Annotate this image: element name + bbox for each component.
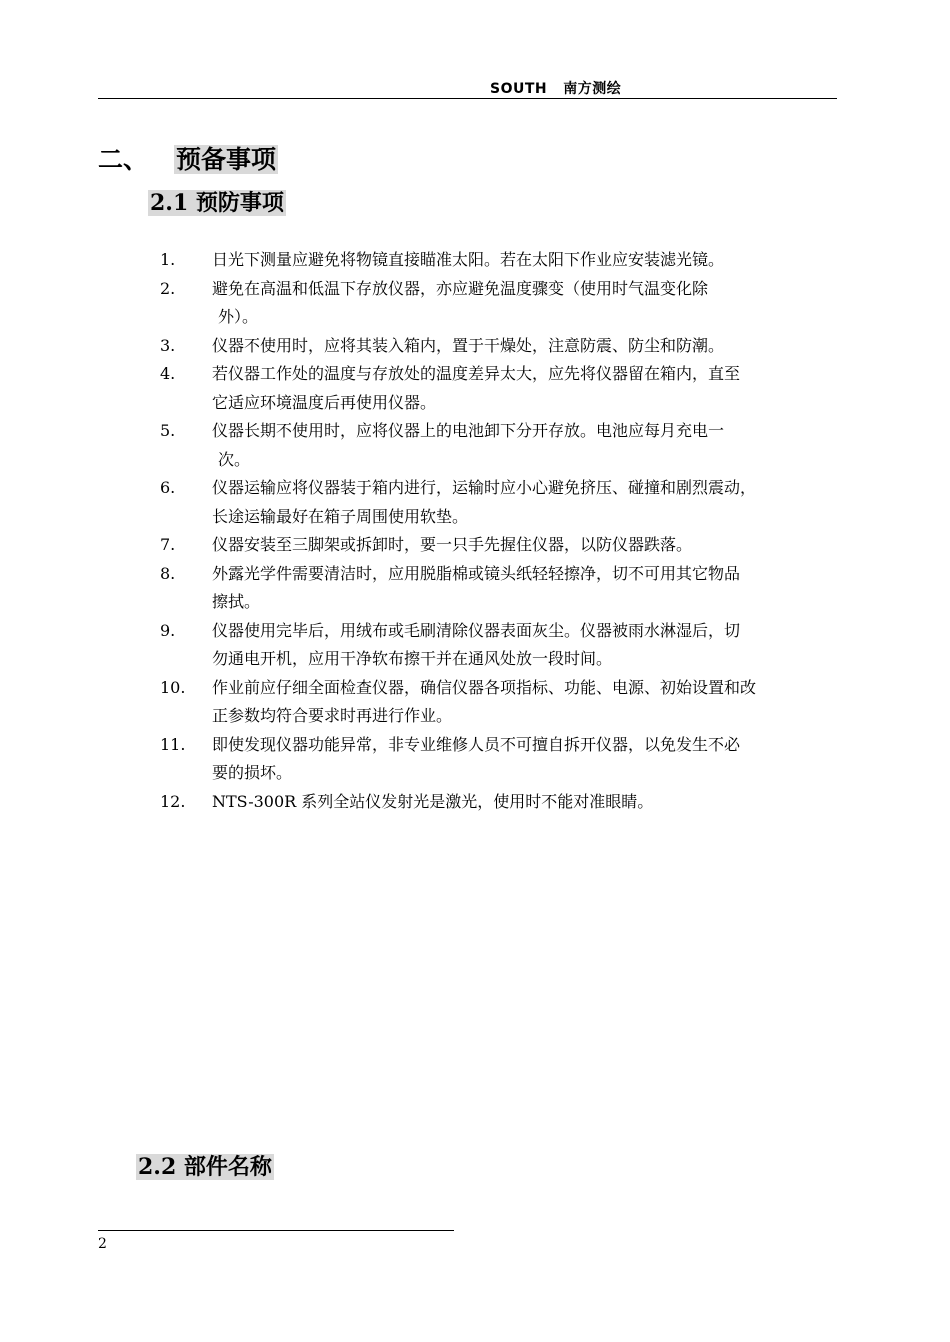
- item-text: 作业前应仔细全面检查仪器，确信仪器各项指标、功能、电源、初始设置和改: [212, 677, 757, 697]
- item-text: 仪器长期不使用时，应将仪器上的电池卸下分开存放。电池应每月充电一: [212, 421, 725, 440]
- chapter-heading: [98, 140, 278, 176]
- item-text: 仪器安装至三脚架或拆卸时，要一只手先握住仪器，以防仪器跌落。: [212, 535, 693, 554]
- item-text-continued: 它适应环境温度后再使用仪器。: [212, 392, 437, 412]
- section-heading-part-names: [136, 1150, 274, 1181]
- list-item: [160, 474, 850, 531]
- page-number: 2: [98, 1236, 107, 1252]
- list-item: [160, 332, 850, 361]
- item-number: 10.: [160, 677, 186, 697]
- list-item: [160, 531, 850, 560]
- section-heading-precautions: [148, 186, 286, 217]
- precautions-list: [160, 246, 850, 816]
- item-number: 1.: [160, 250, 176, 269]
- item-number: 2.: [160, 278, 176, 298]
- list-item: [160, 674, 850, 731]
- item-text: 日光下测量应避免将物镜直接瞄准太阳。若在太阳下作业应安装滤光镜。: [212, 250, 725, 269]
- footnote-separator: [98, 1230, 454, 1231]
- item-text-continued: 次。: [218, 449, 251, 469]
- item-text: 即使发现仪器功能异常，非专业维修人员不可擅自拆开仪器，以免发生不必: [212, 734, 741, 754]
- section-title: 2.2 部件名称: [138, 1154, 272, 1180]
- header-brand: SOUTH 南方测绘: [490, 81, 622, 97]
- chapter-title: 预备事项: [176, 145, 277, 174]
- list-item: [160, 617, 850, 674]
- list-item: [160, 788, 850, 817]
- item-text: 避免在高温和低温下存放仪器，亦应避免温度骤变（使用时气温变化除: [212, 278, 709, 298]
- section-title: 2.1 预防事项: [150, 190, 284, 216]
- chapter-number: 二、: [98, 145, 149, 174]
- list-item: [160, 417, 850, 474]
- list-item: [160, 246, 850, 275]
- item-text-continued: 外）。: [218, 307, 259, 326]
- item-number: 7.: [160, 535, 176, 554]
- item-number: 11.: [160, 734, 186, 754]
- item-text: 仪器不使用时，应将其装入箱内，置于干燥处，注意防震、防尘和防潮。: [212, 335, 725, 355]
- item-text-continued: 长途运输最好在箱子周围使用软垫。: [212, 506, 469, 526]
- item-number: 9.: [160, 620, 176, 640]
- list-item: [160, 560, 850, 617]
- item-text: 仪器运输应将仪器装于箱内进行，运输时应小心避免挤压、碰撞和剧烈震动，: [212, 478, 757, 497]
- item-number: 3.: [160, 335, 176, 355]
- item-text-continued: 擦拭。: [212, 592, 261, 611]
- item-number: 8.: [160, 563, 176, 583]
- page-header: [98, 76, 837, 99]
- item-text-continued: 要的损坏。: [212, 763, 293, 782]
- item-number: 4.: [160, 364, 176, 383]
- list-item: [160, 731, 850, 788]
- item-text-continued: 正参数均符合要求时再进行作业。: [212, 706, 453, 725]
- item-number: 12.: [160, 791, 186, 811]
- item-text: 仪器使用完毕后，用绒布或毛刷清除仪器表面灰尘。仪器被雨水淋湿后，切: [212, 620, 741, 640]
- list-item: [160, 360, 850, 417]
- item-text: 外露光学件需要清洁时，应用脱脂棉或镜头纸轻轻擦净，切不可用其它物品: [212, 563, 741, 583]
- list-item: [160, 275, 850, 332]
- item-number: 6.: [160, 478, 176, 497]
- item-text: 若仪器工作处的温度与存放处的温度差异太大，应先将仪器留在箱内，直至: [212, 364, 741, 383]
- item-text: NTS-300R 系列全站仪发射光是激光，使用时不能对准眼睛。: [212, 791, 654, 811]
- item-text-continued: 勿通电开机，应用干净软布擦干并在通风处放一段时间。: [212, 649, 613, 668]
- item-number: 5.: [160, 421, 176, 440]
